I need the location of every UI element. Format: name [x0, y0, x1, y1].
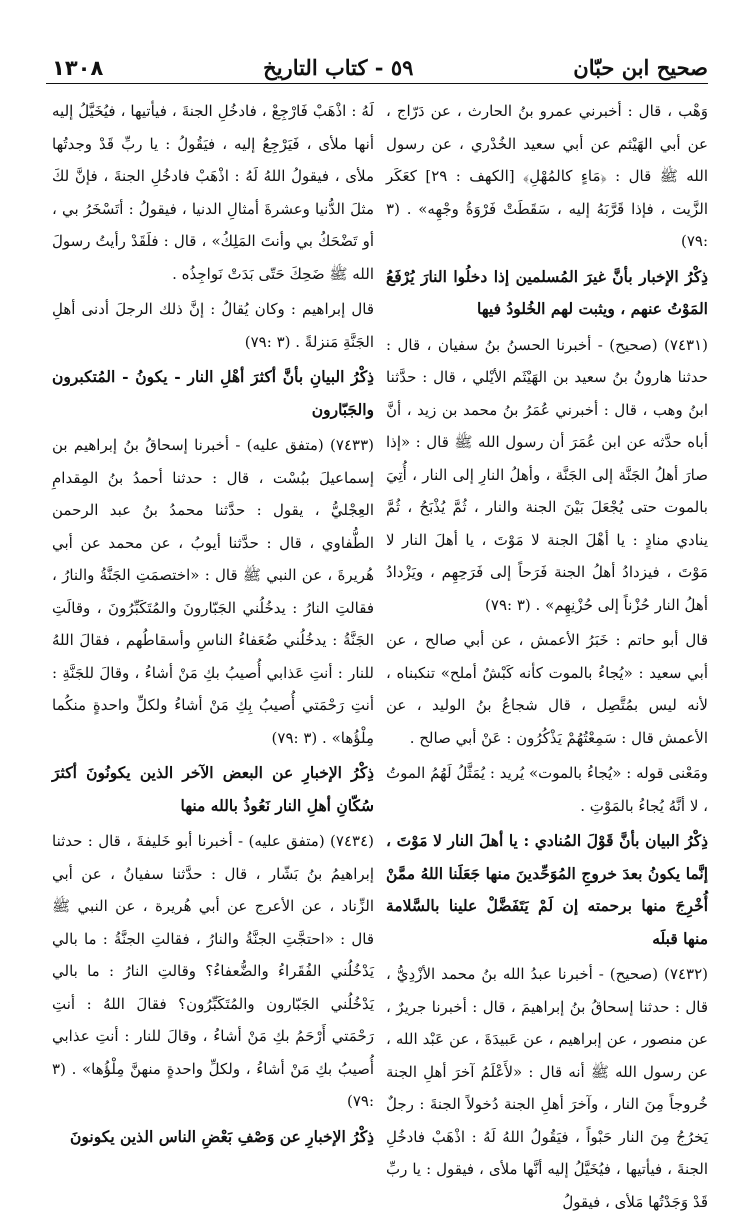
section-heading: ذِكْرُ البيان بأنَّ قَوْلَ المُنادي : يا أهلَ النار لا مَوْتَ ، إنَّما يكونُ بعدَ خروجِ المُوَحِّدينَ منها جَعَلَنا اللهُ ممَّنْ أُخْرِجَ منها برحمته إن لَمْ يَتَفَضَّلْ علينا بالسَّلامة منها قبلَه: [386, 831, 708, 948]
book-title: صحيح ابن حبّان: [573, 55, 708, 80]
section-heading: ذِكْرُ الإخبار بأنَّ غيرَ المُسلمين إذا دخلُوا النارَ يُرْفَعُ المَوْتُ عنهم ، ويثبت لهم الخُلودُ فيها: [386, 266, 708, 318]
page-number: ١٣٠٨: [52, 56, 104, 80]
chapter-title: ٥٩ - كتاب التاريخ: [263, 55, 414, 80]
hadith-text: (٧٤٣١) (صحيح) - أخبرنا الحسنُ بنُ سفيان ، قال : حدثنا هارونُ بنُ سعيد بن الهَيْثَم الأيْلي ، قال : حدَّثنا ابنُ وهب ، قال : أخبرني عُمَرُ بنُ محمد بن زيد ، أنَّ أباه حدَّثه عن ابن عُمَرَ أن رسول الله ﷺ قال : «إذا صارَ أهلُ الجَنَّة إلى الجَنَّة ، وأهلُ النارِ إلى النار ، أُتِيَ بالموت حتى يُجْعَلَ بَيْنَ الجنة والنار ، ثُمَّ يُذْبَحُ ، ثُمَّ ينادي منادٍ : يا أهْلَ الجنة لا مَوْتَ ، يا أهلَ النار لا مَوْتَ ، فيزدادُ أهلُ الجنة فَرَحاً إلى فَرَحِهِم ، ويَزْدادُ أهلُ النار حُزْناً إلى حُزْنِهِم» . (٣ :٧٩): [386, 335, 708, 614]
right-column: [386, 95, 708, 1211]
hadith-text: (٧٤٣٣) (متفق عليه) - أخبرنا إسحاقُ بنُ إبراهيم بن إسماعيلَ ببُسْت ، قال : حدثنا أحمدُ بنُ المِقدامِ العِجْليُّ ، يقول : حدَّثنا محمدُ بنُ عبد الرحمن الطُّفاوي ، قال : حدَّثنا أيوبُ ، عن محمد عن أبي هُريرةَ ، عن النبي ﷺ قال : «اختصمَتِ الجَنَّةُ والنارُ ، فقالتِ النارُ : يدخُلُني الجَبّارونَ والمُتَكَبِّرُونَ ، وقالَتِ الجَنَّةُ : يدخُلُني ضُعَفاءُ الناسِ وأسقاطُهم ، فقالَ اللهُ للنار : أنتِ عَذابي أُصيبُ بكِ مَنْ أشاءُ ، وقالَ للجَنَّةِ : أنتِ رَحْمَتي أُصيبُ بِكِ مَنْ أشاءُ ولكلِّ واحدةٍ منكُما مِلْؤُها» . (٣ :٧٩): [52, 436, 374, 747]
commentary-text: قال إبراهيم : وكان يُقالُ : إنَّ ذلك الرجلَ أدنى أهلِ الجَنَّةِ مَنزلةً . (٣ :٧٩): [52, 300, 374, 351]
hadith-text: وَهْب ، قال : أخبرني عمرو بنُ الحارث ، عن دَرّاج ، عن أبي الهَيْثم عن أبي سعيد الخُدْري ، عن رسول الله ﷺ قال : ﴿مَاءٍ كالمُهْلِ﴾ [الكهف : ٢٩] كعَكَر الزَّيت ، فإذا قَرَّبَهُ إليه ، سَقَطَتْ فَرْوَةُ وجْهِه» . (٣ :٧٩): [386, 102, 708, 250]
section-heading: ذِكْرُ الإخبارِ عن وَصْفِ بَعْضِ الناس الذين يكونونَ: [70, 1126, 374, 1146]
hadith-text: (٧٤٣٢) (صحيح) - أخبرنا عبدُ الله بنُ محمد الأزْدِيُّ ، قال : حدثنا إسحاقُ بنُ إبراهيمَ ، قال : أخبرنا جريرٌ ، عن منصور ، عن إبراهيم ، عن عَبيدَةَ ، عن عَبْد الله ، عن رسول الله ﷺ أنه قال : «لأَعْلَمُ آخرَ أهلِ الجنة خُروجاً مِنَ النار ، وآخرَ أهلِ الجنة دُخولاً الجنةَ : رجلٌ يَخرُجُ مِنَ النار حَبْواً ، فيَقُولُ اللهُ لَهُ : اذْهَبْ فادخُلِ الجنةَ ، فيأتيها ، فيُخَيَّلُ إليه أنَّها ملأى ، فيقول : يا ربِّ قَدْ وَجَدْتُها مَلأى ، فيقولُ: [386, 965, 708, 1211]
section-heading: ذِكْرُ الإخبارِ عن البعض الآخر الذين يكونُونَ أكثرَ سُكّانِ أهلِ النار نَعُوذُ بالله منها: [52, 763, 374, 815]
hadith-text: (٧٤٣٤) (متفق عليه) - أخبرنا أبو خَليفةَ ، قال : حدثنا إبراهيمُ بنُ بَشّار ، قال : حدَّثنا سفيانُ ، عن أبي الزِّناد ، عن الأعرج عن أبي هُريرة ، عن النبي ﷺ قال : «احتجَّتِ الجنَّةُ والنارُ ، فقالتِ الجنَّةُ : ما بالي يَدْخُلُني الفُقَراءُ والضُّعفاءُ؟ وقالتِ النارُ : ما بالي يَدْخُلُني الجَبّارون والمُتَكَبِّرُون؟ فقالَ اللهُ : أنتِ رَحْمَتي أَرْحَمُ بكِ مَنْ أشاءُ ، وقالَ للنار : أنتِ عذابي أُصيبُ بكِ مَنْ أشاءُ ، ولكلِّ واحدةٍ منهنَّ مِلْؤُها» . (٣ :٧٩): [52, 832, 374, 1110]
commentary-text: ومَعْنى قوله : «يُجاءُ بالموت» يُريد : يُمَثَّلُ لَهُمُ الموتُ ، لا أنَّهُ يُجاءُ بالمَوْتِ .: [386, 764, 708, 815]
page-header: [52, 40, 708, 82]
section-heading: ذِكْرُ البيانِ بأنَّ أكثرَ أهْلِ النار - يكونُ - المُتكبرون والجَبّارون: [52, 367, 374, 419]
hadith-text: لَهُ : اذْهَبْ فَارْجِعْ ، فادخُلِ الجنةَ ، فيأتيها ، فيُخَيَّلُ إليه أنها ملأى ، فَيَرْجِعُ إليه ، فيَقُولُ : يا ربِّ قَدْ وجدتُها ملأى ، فيقولُ اللهُ لَهُ : اذْهَبْ فادخُلِ الجنةَ ، فإنَّ لكَ مثلَ الدُّنيا وعشرةَ أمثالِ الدنيا ، فيقولُ : أتَسْخَرُ بي ، أو تَضْحَكُ بي وأنتَ المَلِكُ» ، قال : فلَقَدْ رأيتُ رسولَ الله ﷺ ضَحِكَ حَتّى بَدَتْ نَواجِذُه .: [52, 102, 374, 283]
header-rule: [46, 83, 708, 84]
commentary-text: قال أبو حاتم : خَبَرُ الأعمش ، عن أبي صالح ، عن أبي سعيد : «يُجاءُ بالموت كأنه كَبْشٌ أملح» تنكبناه ، لأنه ليس بمُتَّصِل ، قال شجاعُ بنُ الوليد ، عن الأعمش قال : سَمِعْتُهُمْ يَذْكُرُون : عَنْ أبي صالح .: [386, 631, 708, 747]
left-column: [52, 95, 374, 1146]
